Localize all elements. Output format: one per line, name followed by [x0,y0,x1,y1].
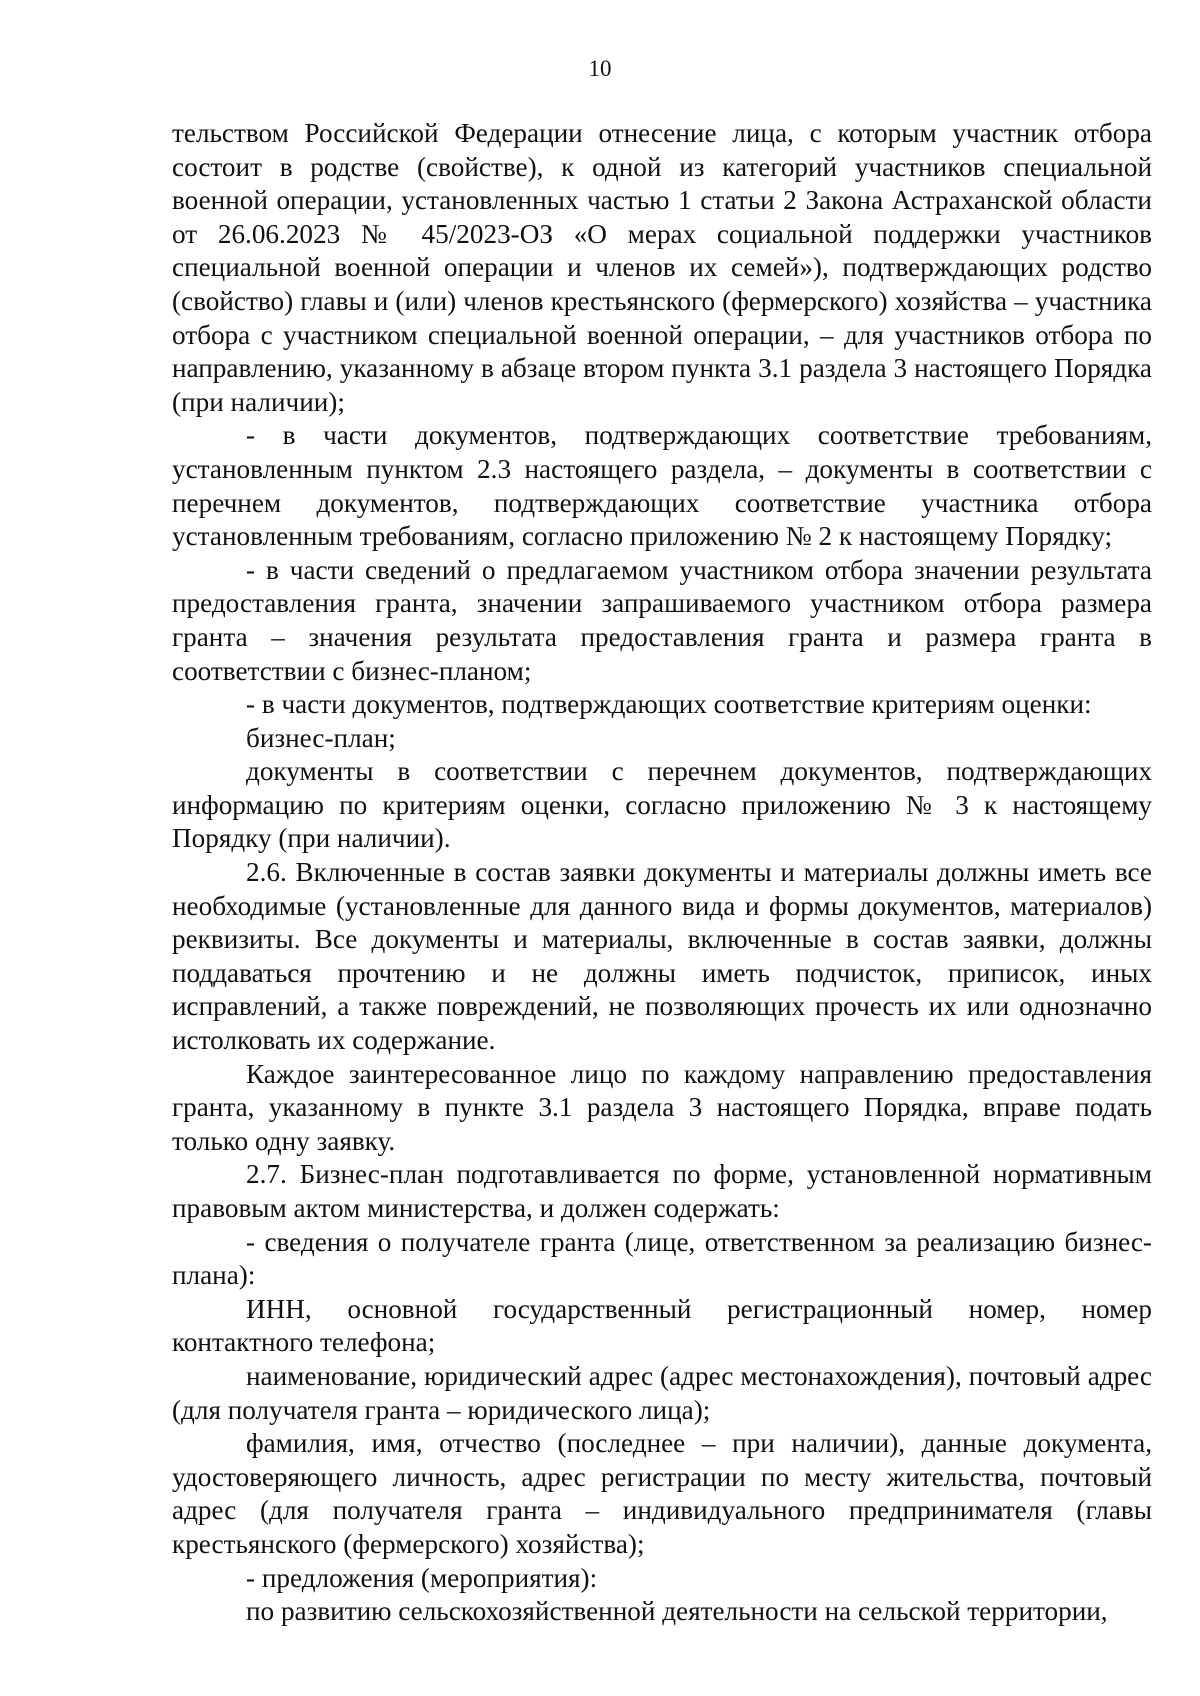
paragraph-criteria-docs: - в части документов, подтверждающих соответствие критериям оценки: [246,689,1092,720]
document-body [172,117,1152,1629]
page-number: 10 [588,56,612,81]
paragraph-one-application: Каждое заинтересованное лицо по каждому направлению предоставления гранта, указанному в пункте 3.1 раздела 3 настоящего Порядка, вправе подать только одну заявку. [172,1058,1152,1156]
paragraph-section-2-7: 2.7. Бизнес-план подготавливается по форме, установленной нормативным правовым актом министерства, и должен содержать: [172,1159,1152,1223]
paragraph-legal-entity: наименование, юридический адрес (адрес местонахождения), почтовый адрес (для получателя гранта – юридического лица); [172,1360,1152,1425]
paragraph-section-2-6: 2.6. Включенные в состав заявки документы и материалы должны иметь все необходимые (установленные для данного вида и формы документов, материалов) реквизиты. Все документы и материалы, включенные в состав заявки, должны поддаваться прочтению и не должны иметь подчисток, приписок, иных исправлений, а также повреждений, не позволяющих прочесть их или однозначно истолковать их содержание. [172,857,1152,1056]
paragraph-criteria-list: документы в соответствии с перечнем документов, подтверждающих информацию по критериям оценки, согласно приложению № 3 к настоящему Порядку (при наличии). [172,756,1152,854]
paragraph-recipient-info: - сведения о получателе гранта (лице, ответственном за реализацию бизнес-плана): [172,1226,1152,1291]
paragraph-requirements-docs: - в части документов, подтверждающих соответствие требованиям, установленным пунктом 2.3 настоящего раздела, – документы в соответствии с перечнем документов, подтверждающих соответствие участника отбора установленным требованиям, согласно приложению № 2 к настоящему Порядку; [172,420,1152,552]
paragraph-development: по развитию сельскохозяйственной деятельности на сельской территории, [246,1596,1108,1627]
paragraph-proposals: - предложения (мероприятия): [246,1562,598,1593]
paragraph-inn: ИНН, основной государственный регистрационный номер, номер контактного телефона; [172,1293,1152,1358]
paragraph-individual: фамилия, имя, отчество (последнее – при наличии), данные документа, удостоверяющего личность, адрес регистрации по месту жительства, почтовый адрес (для получателя гранта – индивидуального предпринимателя (главы крестьянского (фермерского) хозяйства); [172,1428,1152,1559]
paragraph-continuation: тельством Российской Федерации отнесение лица, с которым участник отбора состоит в родстве (свойстве), к одной из категорий участников специальной военной операции, установленных частью 1 статьи 2 Закона Астраханской области от 26.06.2023 № 45/2023-ОЗ «О мерах социальной поддержки участников специальной военной операции и членов их семей»), подтверждающих родство (свойство) главы и (или) членов крестьянского (фермерского) хозяйства – участника отбора с участником специальной военной операции, – для участников отбора по направлению, указанному в абзаце втором пункта 3.1 раздела 3 настоящего Порядка (при наличии); [172,118,1152,417]
paragraph-business-plan: бизнес-план; [246,722,396,753]
paragraph-result-info: - в части сведений о предлагаемом участником отбора значении результата предоставления гранта, значении запрашиваемого участником отбора размера гранта – значения результата предоставления гранта и размера гранта в соответствии с бизнес-планом; [172,554,1152,686]
